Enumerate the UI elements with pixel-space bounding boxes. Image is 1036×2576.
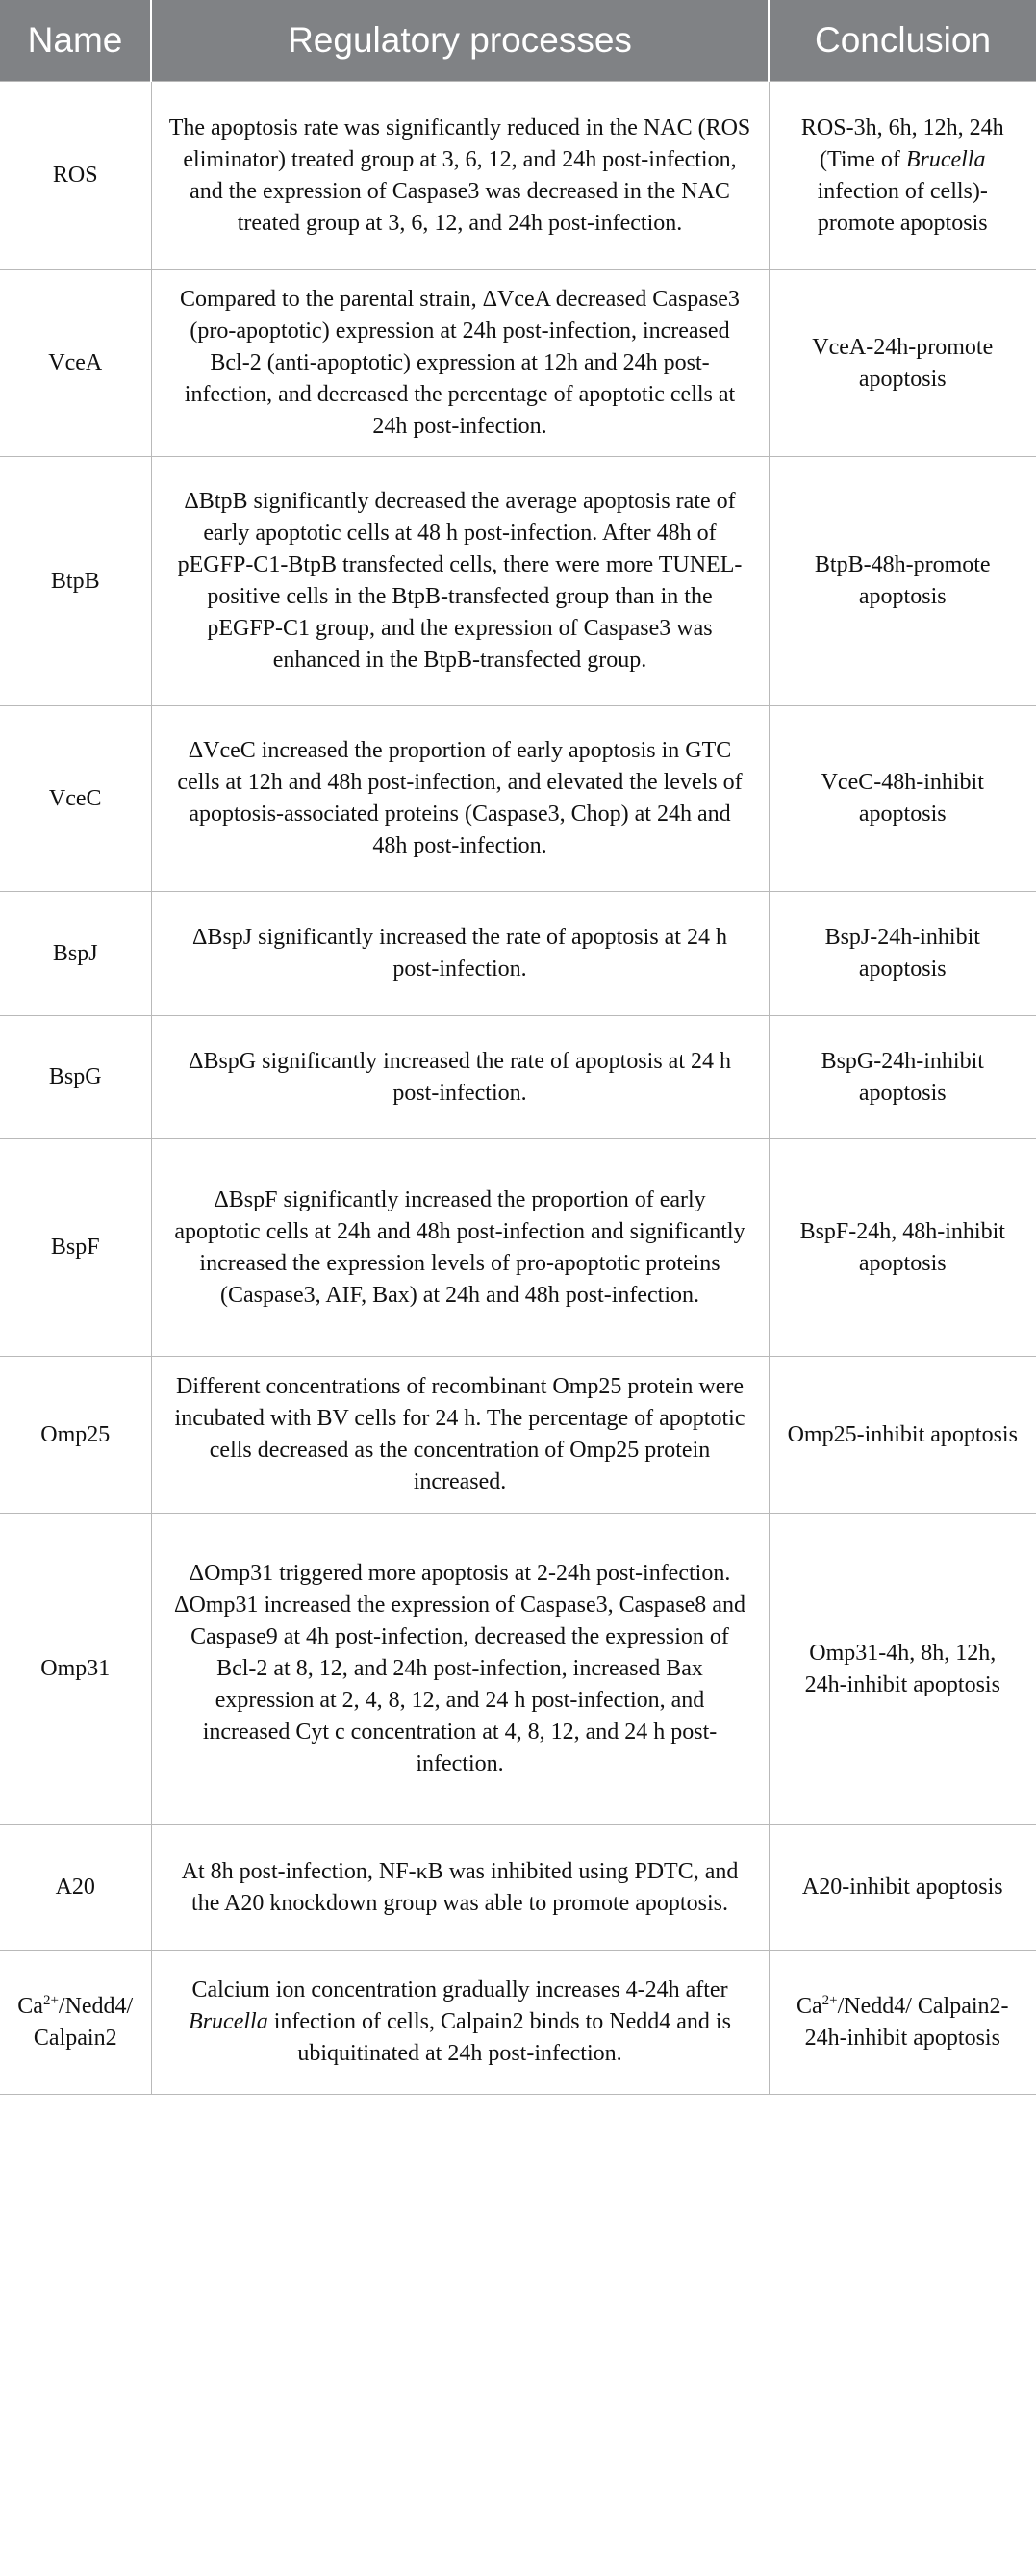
row-conclusion <box>769 1951 1036 2095</box>
row-process: ΔBspJ significantly increased the rate of apoptosis at 24 h post-infection. <box>151 892 769 1016</box>
table-row <box>0 1825 1036 1951</box>
conclusion-text: ROS-3h, 6h, 12h, 24h (Time of <box>800 115 1004 172</box>
conclusion-text: infection of cells)-promote apoptosis <box>817 178 988 236</box>
row-name: BtpB <box>0 457 151 706</box>
conclusion-rest: /Nedd4/ Calpain2-24h-inhibit apoptosis <box>804 1993 1009 2051</box>
row-name: BspF <box>0 1139 151 1357</box>
row-process: At 8h post-infection, NF-κB was inhibited using PDTC, and the A20 knockdown group was able to promote apoptosis. <box>151 1825 769 1951</box>
name-rest: /Nedd4/ Calpain2 <box>33 1993 134 2051</box>
row-process: Different concentrations of recombinant Omp25 protein were incubated with BV cells for 24 h. The percentage of apoptotic cells decreased as the concentration of Omp25 protein increased. <box>151 1357 769 1514</box>
process-text: infection of cells, Calpain2 binds to Nedd4 and is ubiquitinated at 24h post-infection. <box>267 2009 731 2066</box>
table-row <box>0 892 1036 1016</box>
row-process: ΔOmp31 triggered more apoptosis at 2-24h post-infection. ΔOmp31 increased the expression of Caspase3, Caspase8 and Caspase9 at 4h post-infection, decreased the expression of Bcl-2 at 8, 12, and 24h post-infection, increased Bax expression at 2, 4, 8, 12, and 24 h post-infection, and increased Cyt c concentration at 4, 8, 12, and 24 h post-infection. <box>151 1514 769 1825</box>
row-conclusion: A20-inhibit apoptosis <box>769 1825 1036 1951</box>
conclusion-base: Ca <box>796 1993 822 2019</box>
row-process: ΔBtpB significantly decreased the average apoptosis rate of early apoptotic cells at 48 h post-infection. After 48h of pEGFP-C1-BtpB transfected cells, there were more TUNEL-positive cells in the BtpB-transfected group than in the pEGFP-C1 group, and the expression of Caspase3 was enhanced in the BtpB-transfected group. <box>151 457 769 706</box>
row-conclusion: BtpB-48h-promote apoptosis <box>769 457 1036 706</box>
process-italic: Brucella <box>189 2009 268 2034</box>
table-row <box>0 1951 1036 2095</box>
table-row <box>0 1016 1036 1139</box>
row-conclusion: BspJ-24h-inhibit apoptosis <box>769 892 1036 1016</box>
row-conclusion: Omp31-4h, 8h, 12h, 24h-inhibit apoptosis <box>769 1514 1036 1825</box>
table-row <box>0 457 1036 706</box>
row-process <box>151 1951 769 2095</box>
table-row <box>0 1139 1036 1357</box>
table-row <box>0 270 1036 457</box>
table-row <box>0 82 1036 270</box>
row-process: ΔBspG significantly increased the rate of apoptosis at 24 h post-infection. <box>151 1016 769 1139</box>
table-row <box>0 1514 1036 1825</box>
row-name: A20 <box>0 1825 151 1951</box>
row-name <box>0 1951 151 2095</box>
row-process: The apoptosis rate was significantly reduced in the NAC (ROS eliminator) treated group at 3, 6, 12, and 24h post-infection, and the expression of Caspase3 was decreased in the NAC treated group at 3, 6, 12, and 24h post-infection. <box>151 82 769 270</box>
table-row <box>0 1357 1036 1514</box>
row-name: VceA <box>0 270 151 457</box>
row-conclusion: Omp25-inhibit apoptosis <box>769 1357 1036 1514</box>
row-conclusion: VceC-48h-inhibit apoptosis <box>769 706 1036 892</box>
row-name: BspJ <box>0 892 151 1016</box>
conclusion-italic: Brucella <box>905 146 986 172</box>
row-conclusion: BspF-24h, 48h-inhibit apoptosis <box>769 1139 1036 1357</box>
conclusion-superscript: 2+ <box>821 1992 838 2008</box>
row-name: Omp31 <box>0 1514 151 1825</box>
row-conclusion: BspG-24h-inhibit apoptosis <box>769 1016 1036 1139</box>
row-conclusion: VceA-24h-promote apoptosis <box>769 270 1036 457</box>
row-name: VceC <box>0 706 151 892</box>
row-name: Omp25 <box>0 1357 151 1514</box>
name-superscript: 2+ <box>42 1992 59 2008</box>
header-name: Name <box>0 0 151 82</box>
row-process: ΔBspF significantly increased the proportion of early apoptotic cells at 24h and 48h post-infection and significantly increased the expression levels of pro-apoptotic proteins (Caspase3, AIF, Bax) at 24h and 48h post-infection. <box>151 1139 769 1357</box>
header-processes: Regulatory processes <box>151 0 769 82</box>
process-text: Calcium ion concentration gradually increases 4-24h after <box>191 1977 728 2002</box>
row-name: BspG <box>0 1016 151 1139</box>
row-name: ROS <box>0 82 151 270</box>
header-conclusion: Conclusion <box>769 0 1036 82</box>
row-process: ΔVceC increased the proportion of early apoptosis in GTC cells at 12h and 48h post-infection, and elevated the levels of apoptosis-associated proteins (Caspase3, Chop) at 24h and 48h post-infection. <box>151 706 769 892</box>
table-row <box>0 706 1036 892</box>
row-conclusion <box>769 82 1036 270</box>
header-row <box>0 0 1036 82</box>
name-base: Ca <box>17 1993 43 2019</box>
row-process: Compared to the parental strain, ΔVceA decreased Caspase3 (pro-apoptotic) expression at 24h post-infection, increased Bcl-2 (anti-apoptotic) expression at 12h and 24h post-infection, and decreased the percentage of apoptotic cells at 24h post-infection. <box>151 270 769 457</box>
